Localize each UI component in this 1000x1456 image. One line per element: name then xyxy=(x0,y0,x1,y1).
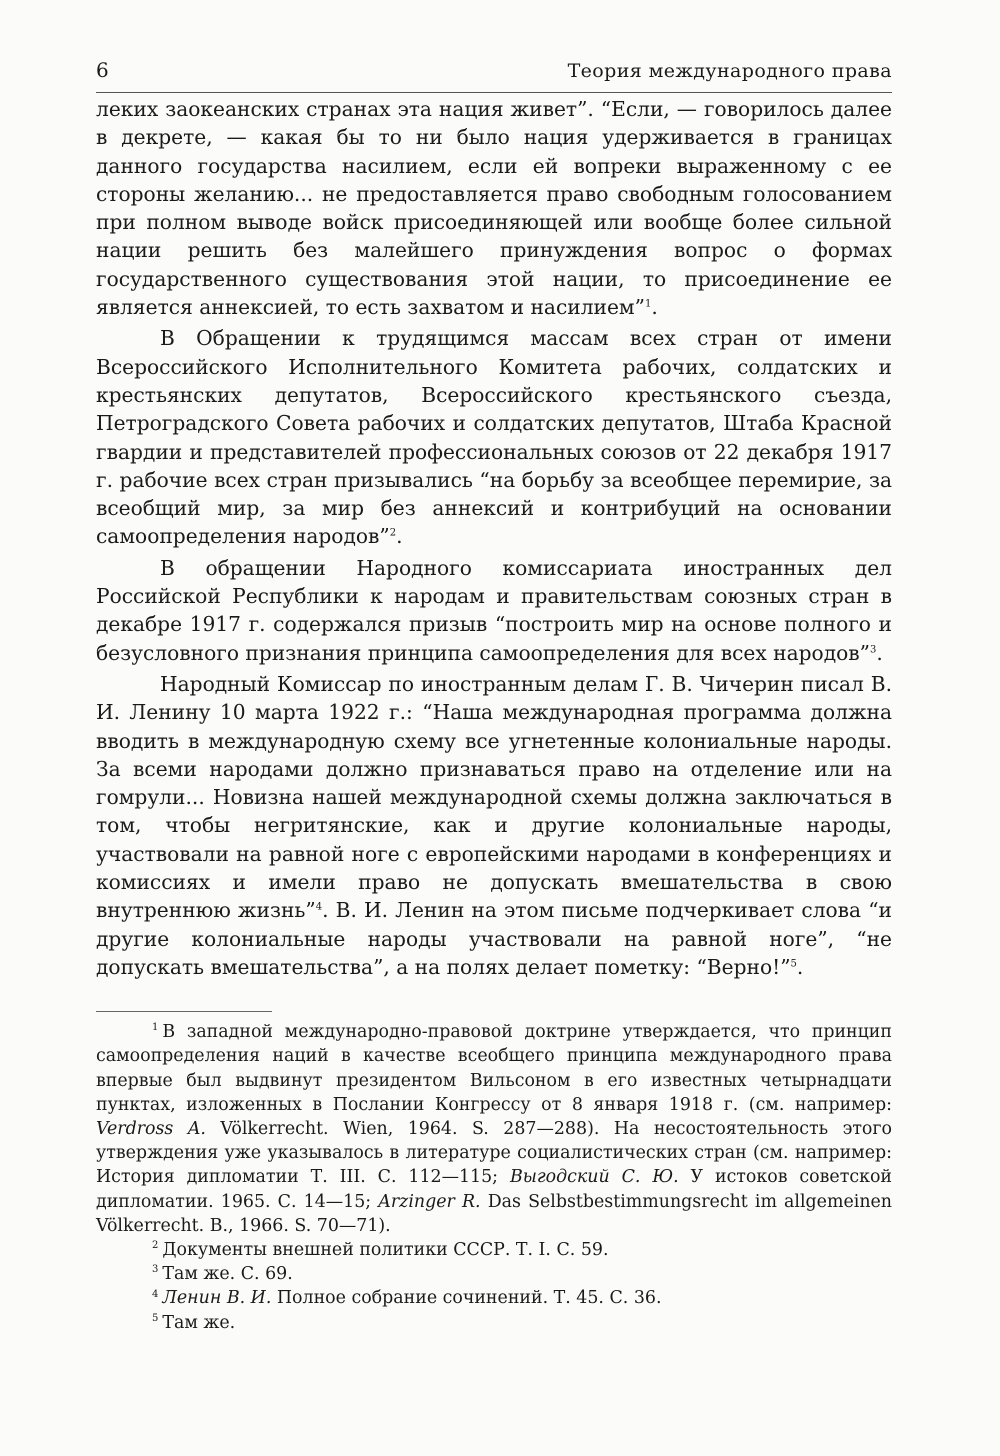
footnote-ref-1: 1 xyxy=(644,298,652,310)
main-text xyxy=(96,95,892,981)
footnote-2 xyxy=(96,1238,892,1262)
paragraph-1-end: . xyxy=(651,295,658,320)
footnote-3-number: 3 xyxy=(152,1264,159,1276)
footnote-4 xyxy=(96,1286,892,1310)
paragraph-4 xyxy=(96,670,892,981)
footnote-ref-5: 5 xyxy=(790,958,797,970)
paragraph-1-text: леких заокеанских странах эта нация живет”. “Если, — говорилось далее в декрете, — какая бы то ни было нация удерживается в границах данного государства насилием, если ей вопреки выраженному с ее стороны желанию... не предоставляется право свободным голосованием при полном выводе войск присоединяющей или вообще более сильной нации решить без малейшего принуждения вопрос о формах государственного существования этой нации, то присоединение ее является аннексией, то есть захватом и насилием” xyxy=(96,97,892,320)
footnote-3 xyxy=(96,1262,892,1286)
paragraph-2-text: В Обращении к трудящимся массам всех стран от имени Всероссийского Исполнительного Комитета рабочих, солдатских и крестьянских депутатов, Всероссийского крестьянского съезда, Петроградского Совета рабочих и солдатских депутатов, Штаба Красной гвардии и представителей профессиональных союзов от 22 декабря 1917 г. рабочие всех стран призывались “на борьбу за всеобщее перемирие, за всеобщий мир, за мир без аннексий и контрибуций на основании самоопределения народов” xyxy=(96,326,892,549)
footnote-1 xyxy=(96,1020,892,1238)
footnote-2-number: 2 xyxy=(152,1240,159,1252)
footnote-1-text-c: У истоков советской дипломатии. 1965. С. 14—15; xyxy=(96,1167,893,1212)
footnote-divider xyxy=(96,1011,272,1012)
paragraph-4-text: Народный Комиссар по иностранным делам Г. В. Чичерин писал В. И. Ленину 10 марта 1922 г.: “Наша международная программа должна вводить в международную схему все угнетенные колониальные народы. За всеми народами должно признаваться право на отделение или на гомрули... Новизна нашей международной схемы должна заключаться в том, чтобы негритянские, как и другие колониальные народы, участвовали на равной ноге с европейскими народами в конференциях и комиссиях и имели право не допускать вмешательства в свою внутреннюю жизнь” xyxy=(96,671,892,923)
page-number: 6 xyxy=(96,58,110,82)
footnote-5 xyxy=(96,1311,892,1335)
footnote-1-author-arzinger: Arzinger R. xyxy=(378,1191,481,1212)
running-title: Теория международного права xyxy=(567,60,892,82)
footnote-5-number: 5 xyxy=(152,1312,159,1324)
footnote-4-text: Полное собрание сочинений. Т. 45. С. 36. xyxy=(271,1288,662,1309)
footnote-5-text: Там же. xyxy=(162,1312,236,1333)
footnote-1-text-a: В западной международно-правовой доктрине утверждается, что принцип самоопределения наций в качестве всеобщего принципа международного права впервые был выдвинут президентом Вильсоном в его известных четырнадцати пунктах, изложенных в Послании Конгрессу от 8 января 1918 г. (см. например: xyxy=(96,1022,892,1115)
paragraph-1 xyxy=(96,95,892,321)
footnote-3-text: Там же. С. 69. xyxy=(162,1264,293,1285)
paragraph-2-end: . xyxy=(396,524,403,549)
running-header xyxy=(96,58,892,93)
footnote-1-text-b: Völkerrecht. Wien, 1964. S. 287—288). На несостоятельность этого утверждения уже указывалось в литературе социалистических стран (см. например: История дипломатии Т. III. С. 112—115; xyxy=(96,1119,892,1188)
footnote-4-number: 4 xyxy=(152,1288,159,1300)
paragraph-3-end: . xyxy=(876,640,883,665)
footnote-1-number: 1 xyxy=(152,1022,159,1034)
paragraph-2 xyxy=(96,324,892,550)
footnote-1-text-d: Das Selbstbestimmungsrecht im allgemeinen Völkerrecht. B., 1966. S. 70—71). xyxy=(96,1191,893,1236)
paragraph-3-text: В обращении Народного комиссариата иностранных дел Российской Республики к народам и правительствам союзных стран в декабре 1917 г. содержался призыв “построить мир на основе полного и безусловного признания принципа самоопределения для всех народов” xyxy=(96,555,892,665)
footnote-ref-4: 4 xyxy=(315,901,323,913)
footnotes xyxy=(96,1020,892,1335)
footnote-1-author-vygodsky: Выгодский С. Ю. xyxy=(509,1167,679,1188)
paragraph-4-tail: . В. И. Ленин на этом письме подчеркивает слова “и другие колониальные народы участвовали на равной ноге”, “не допускать вмешательства”, а на полях делает пометку: “Верно!” xyxy=(96,898,892,979)
footnote-ref-3: 3 xyxy=(869,643,877,655)
paragraph-4-end: . xyxy=(796,954,804,979)
footnote-1-author-verdross: Verdross A. xyxy=(96,1119,206,1140)
footnote-ref-2: 2 xyxy=(389,527,397,539)
book-page xyxy=(96,58,892,1335)
footnote-2-text: Документы внешней политики СССР. Т. I. С. 59. xyxy=(162,1240,609,1261)
paragraph-3 xyxy=(96,554,892,667)
footnote-4-author: Ленин В. И. xyxy=(162,1288,272,1309)
